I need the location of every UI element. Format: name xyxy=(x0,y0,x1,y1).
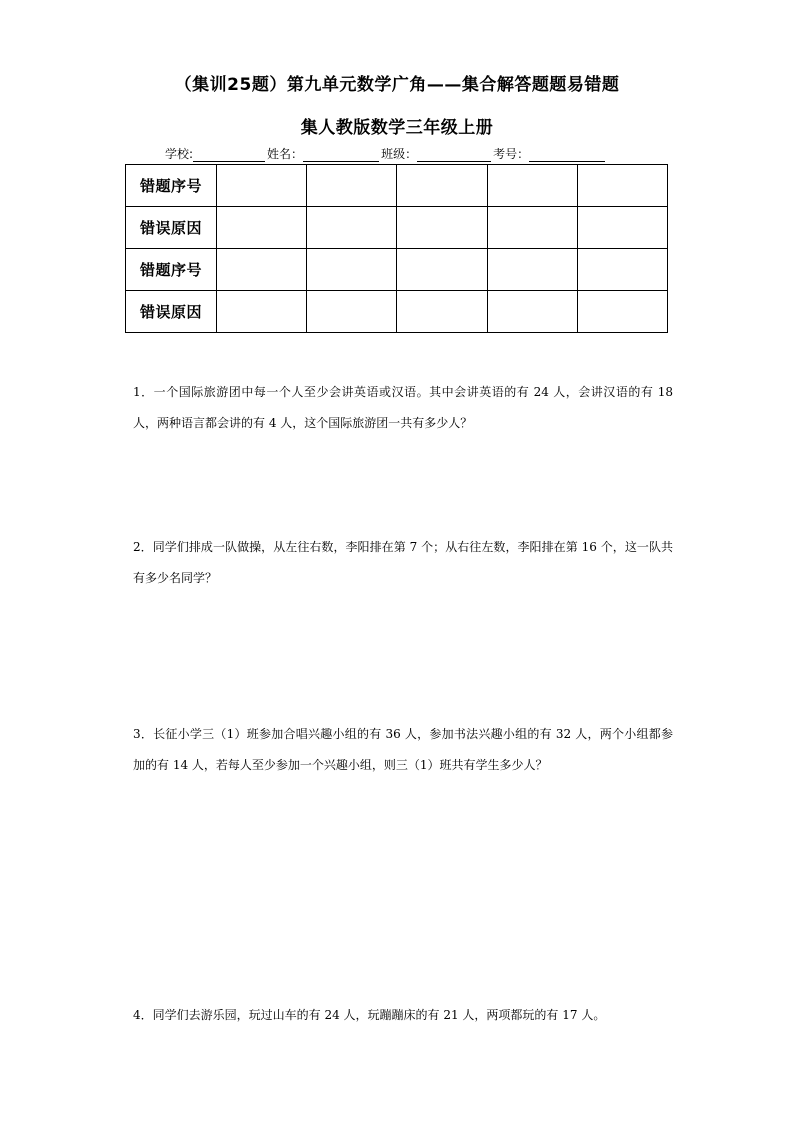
table-cell[interactable] xyxy=(217,249,307,291)
row-header: 错题序号 xyxy=(126,249,217,291)
table-row xyxy=(126,165,668,207)
error-record-table xyxy=(125,164,668,333)
table-cell[interactable] xyxy=(577,207,667,249)
row-header: 错误原因 xyxy=(126,207,217,249)
question-3: 3．长征小学三（1）班参加合唱兴趣小组的有 36 人，参加书法兴趣小组的有 32 人，两个小组都参加的有 14 人，若每人至少参加一个兴趣小组，则三（1）班共有学生多少人？ xyxy=(133,727,673,772)
school-field[interactable] xyxy=(193,148,265,162)
table-cell[interactable] xyxy=(217,291,307,333)
question-4: 4．同学们去游乐园，玩过山车的有 24 人，玩蹦蹦床的有 21 人，两项都玩的有 17 人。 xyxy=(133,1008,606,1022)
table-cell[interactable] xyxy=(217,207,307,249)
table-row xyxy=(126,207,668,249)
class-label: 班级： xyxy=(381,147,418,161)
page-title-line2: 集人教版数学三年级上册 xyxy=(300,118,494,138)
row-header: 错题序号 xyxy=(126,165,217,207)
table-cell[interactable] xyxy=(307,291,397,333)
table-row xyxy=(126,291,668,333)
student-info-line xyxy=(165,145,607,162)
question-1: 1．一个国际旅游团中每一个人至少会讲英语或汉语。其中会讲英语的有 24 人，会讲汉语的有 18 人，两种语言都会讲的有 4 人，这个国际旅游团一共有多少人？ xyxy=(133,385,673,430)
table-cell[interactable] xyxy=(217,165,307,207)
table-cell[interactable] xyxy=(397,165,487,207)
table-cell[interactable] xyxy=(577,291,667,333)
table-cell[interactable] xyxy=(307,207,397,249)
table-cell[interactable] xyxy=(577,165,667,207)
table-cell[interactable] xyxy=(487,207,577,249)
table-cell[interactable] xyxy=(307,165,397,207)
table-cell[interactable] xyxy=(397,291,487,333)
exam-no-label: 考号： xyxy=(493,147,530,161)
table-cell[interactable] xyxy=(307,249,397,291)
table-cell[interactable] xyxy=(397,249,487,291)
table-row xyxy=(126,249,668,291)
school-label: 学校: xyxy=(165,147,194,161)
class-field[interactable] xyxy=(417,148,491,162)
page-title-line1: （集训25题）第九单元数学广角——集合解答题题易错题 xyxy=(174,75,620,95)
question-2: 2．同学们排成一队做操，从左往右数，李阳排在第 7 个；从右往左数，李阳排在第 16 个，这一队共有多少名同学？ xyxy=(133,540,673,585)
exam-no-field[interactable] xyxy=(529,148,605,162)
table-cell[interactable] xyxy=(487,291,577,333)
table-cell[interactable] xyxy=(397,207,487,249)
table-cell[interactable] xyxy=(487,165,577,207)
table-cell[interactable] xyxy=(487,249,577,291)
name-label: 姓名： xyxy=(267,147,304,161)
table-cell[interactable] xyxy=(577,249,667,291)
row-header: 错误原因 xyxy=(126,291,217,333)
name-field[interactable] xyxy=(303,148,379,162)
